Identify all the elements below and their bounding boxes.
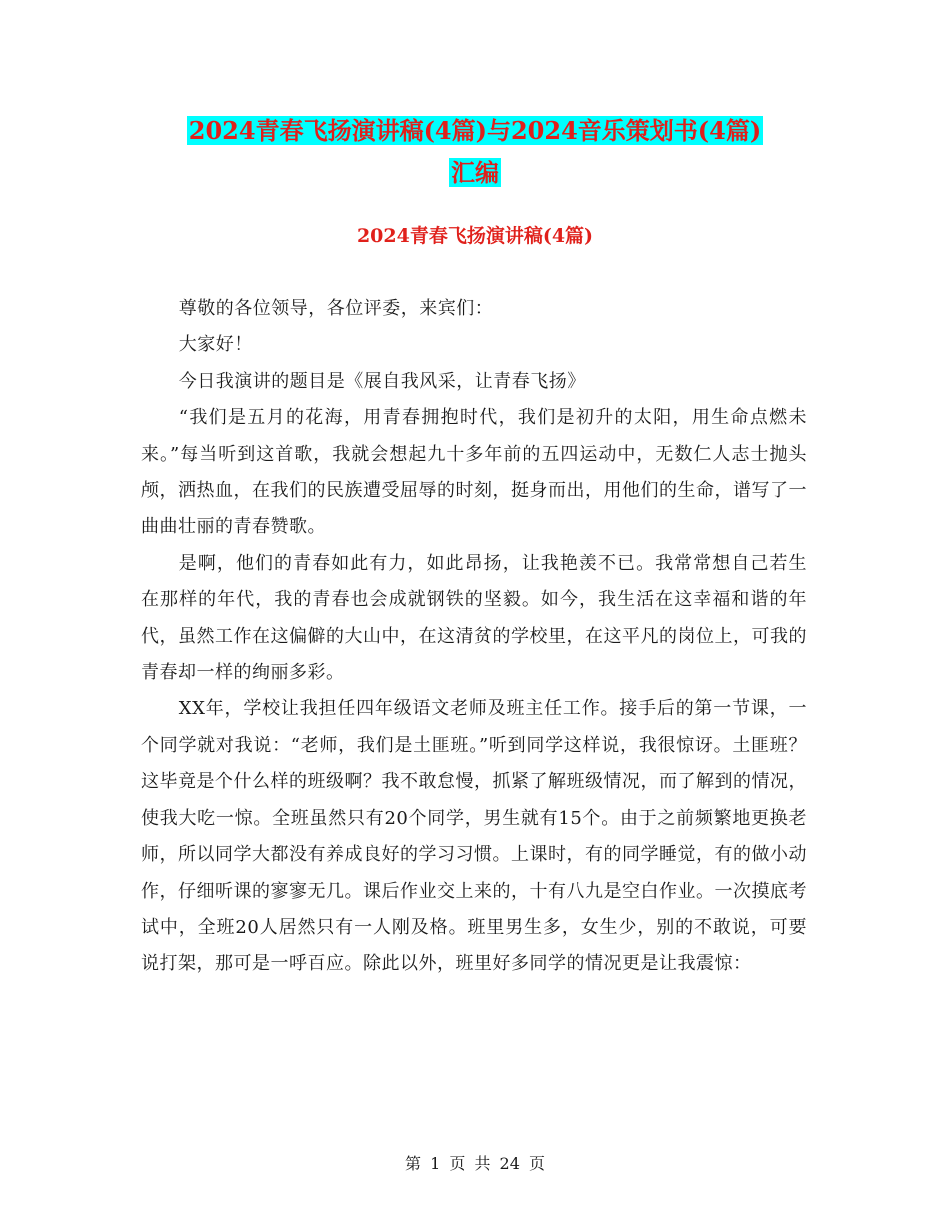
paragraph-salutation: 尊敬的各位领导，各位评委，来宾们： [178, 298, 494, 319]
paragraph-body: “我们是五月的花海，用青春拥抱时代，我们是初升的太阳，用生命点燃未来。”每当听到这首歌，我就会想起九十多年前的五四运动中，无数仁人志士抛头颅，洒热血，在我们的民族遭受屈辱的时刻，挺身而出，用他们的生命，谱写了一曲曲壮丽的青春赞歌。 [141, 407, 807, 538]
document-title-line1: 2024青春飞扬演讲稿(4篇)与2024音乐策划书(4篇) [188, 116, 762, 145]
body-text [141, 291, 807, 983]
section-title: 2024青春飞扬演讲稿(4篇) [356, 225, 594, 247]
document-title-line2: 汇编 [451, 158, 499, 187]
document-title [0, 110, 950, 194]
paragraph-topic: 今日我演讲的题目是《展自我风采，让青春飞扬》 [178, 370, 586, 392]
page-footer: 第 1 页 共 24 页 [405, 1154, 545, 1173]
paragraph-body: XX年，学校让我担任四年级语文老师及班主任工作。接手后的第一节课，一个同学就对我说：“老师，我们是土匪班。”听到同学这样说，我很惊讶。土匪班？这毕竟是个什么样的班级啊？我不敢怠慢，抓紧了解班级情况，而了解到的情况，使我大吃一惊。全班虽然只有20个同学，男生就有15个。由于之前频繁地更换老师，所以同学大都没有养成良好的学习习惯。上课时，有的同学睡觉，有的做小动作，仔细听课的寥寥无几。课后作业交上来的，十有八九是空白作业。一次摸底考试中，全班20人居然只有一人刚及格。班里男生多，女生少，别的不敢说，可要说打架，那可是一呼百应。除此以外，班里好多同学的情况更是让我震惊： [141, 698, 807, 975]
paragraph-greeting: 大家好！ [178, 334, 253, 356]
paragraph-body: 是啊，他们的青春如此有力，如此昂扬，让我艳羡不已。我常常想自己若生在那样的年代，我的青春也会成就钢铁的坚毅。如今，我生活在这幸福和谐的年代，虽然工作在这偏僻的大山中，在这清贫的学校里，在这平凡的岗位上，可我的青春却一样的绚丽多彩。 [141, 552, 807, 684]
